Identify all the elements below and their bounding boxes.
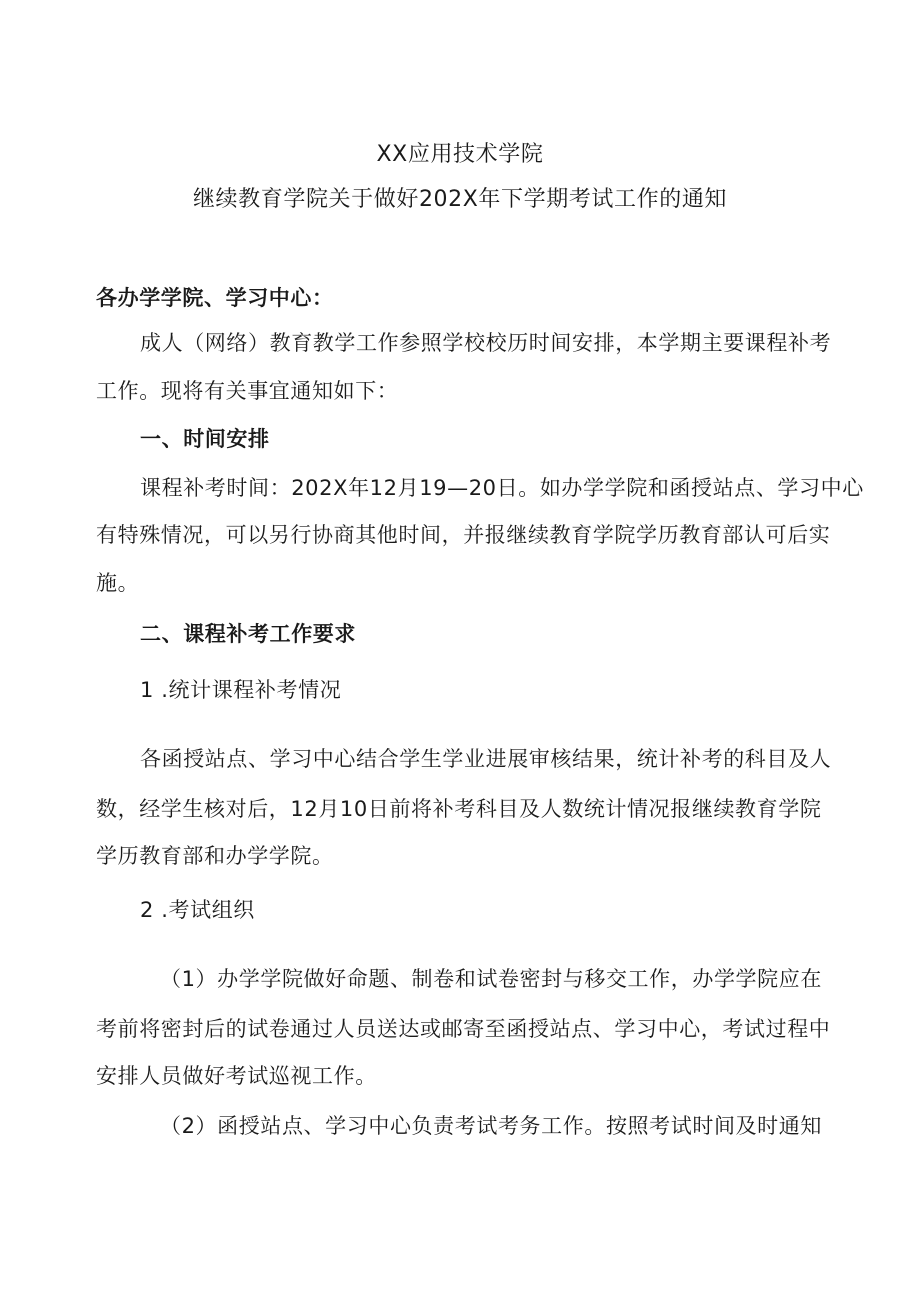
subsection-heading-exam-organization: 2 .考试组织: [140, 898, 255, 922]
statistics-paragraph-line: 各函授站点、学习中心结合学生学业进展审核结果，统计补考的科目及人: [140, 747, 832, 771]
exam-item-1-line: 考前将密封后的试卷通过人员送达或邮寄至函授站点、学习中心，考试过程中: [96, 1017, 831, 1041]
schedule-paragraph-line: 施。: [96, 571, 140, 595]
document-title-institution: XX应用技术学院: [376, 142, 544, 167]
intro-paragraph-line: 成人（网络）教育教学工作参照学校校历时间安排，本学期主要课程补考: [140, 331, 832, 355]
section-heading-requirements: 二、课程补考工作要求: [140, 622, 356, 646]
schedule-paragraph-line: 课程补考时间：202X年12月19—20日。如办学学院和函授站点、学习中心: [140, 476, 864, 500]
subsection-heading-statistics: 1 .统计课程补考情况: [140, 678, 342, 702]
exam-item-1-line: 安排人员做好考试巡视工作。: [96, 1064, 377, 1088]
schedule-paragraph-line: 有特殊情况，可以另行协商其他时间，并报继续教育学院学历教育部认可后实: [96, 523, 831, 547]
intro-paragraph-line: 工作。现将有关事宜通知如下：: [96, 379, 399, 403]
exam-item-2-line: （2）函授站点、学习中心负责考试考务工作。按照考试时间及时通知: [160, 1114, 822, 1138]
document-title-notice: 继续教育学院关于做好202X年下学期考试工作的通知: [192, 187, 728, 212]
exam-item-1-line: （1）办学学院做好命题、制卷和试卷密封与移交工作，办学学院应在: [160, 967, 822, 991]
salutation: 各办学学院、学习中心：: [96, 286, 334, 310]
statistics-paragraph-line: 数，经学生核对后，12月10日前将补考科目及人数统计情况报继续教育学院: [96, 797, 822, 821]
statistics-paragraph-line: 学历教育部和办学学院。: [96, 844, 334, 868]
section-heading-schedule: 一、时间安排: [140, 427, 270, 451]
